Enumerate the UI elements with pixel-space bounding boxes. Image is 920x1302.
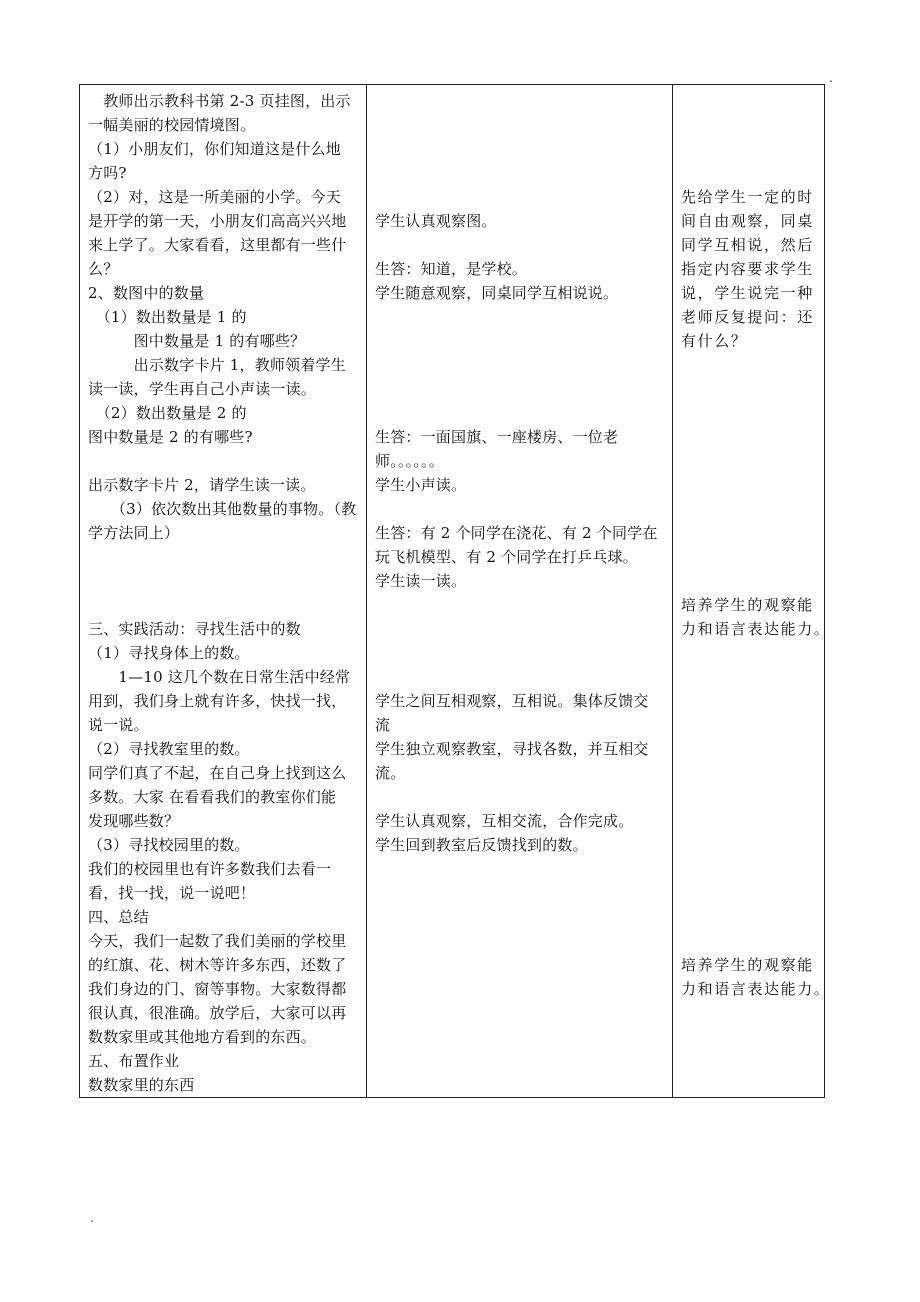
student-line: 生答：一面国旗、一座楼房、一位老 [375,428,619,446]
intent-line: 间自由观察，同桌 [681,212,814,230]
teacher-line: 图中数量是 1 的有哪些？ [88,332,306,350]
teacher-line: 今天，我们一起数了我们美丽的学校里 [88,932,347,950]
teacher-line: 来上学了。大家看看，这里都有一些什 [88,236,347,254]
teacher-line: 我们身边的门、窗等事物。大家数得都 [88,980,347,998]
teacher-line: 的红旗、花、树木等许多东西，还数了 [88,956,347,974]
student-line: 学生小声读。 [375,476,467,494]
teacher-line: 同学们真了不起，在自己身上找到这么 [88,764,347,782]
teacher-line: （3）寻找校园里的数。 [88,836,250,854]
teacher-line: 很认真，很准确。放学后，大家可以再 [88,1004,347,1022]
teacher-line: 方吗? [88,164,127,182]
intent-line: 老师反复提问：还 [681,308,814,326]
lesson-plan-table [79,84,831,1098]
teacher-line: 出示数字卡片 2，请学生读一读。 [88,476,316,494]
teacher-line: （2）对，这是一所美丽的小学。今天 [88,188,341,206]
intent-line: 力和语言表达能力。 [681,980,831,998]
teacher-line: 说一说。 [88,716,149,734]
teacher-activity-column [80,85,366,1097]
student-line: 流。 [375,764,406,782]
teacher-line: 一幅美丽的校园情境图。 [88,116,256,134]
teacher-line: （1）寻找身体上的数。 [88,644,250,662]
student-line: 流 [375,716,391,734]
student-line: 学生独立观察教室，寻找各数，并互相交 [375,740,649,758]
intent-line: 培养学生的观察能 [681,956,814,974]
teacher-line: 2、数图中的数量 [88,284,205,302]
intent-line: 力和语言表达能力。 [681,620,831,638]
teacher-line: 1—10 这几个数在日常生活中经常 [88,668,351,686]
teacher-line: 图中数量是 2 的有哪些? [88,428,253,446]
teacher-line: 多数。大家 在看看我们的教室你们能 [88,788,337,806]
intent-line: 说，学生说完一种 [681,284,814,302]
student-line: 学生之间互相观察，互相说。集体反馈交 [375,692,649,710]
student-line: 学生回到教室后反馈找到的数。 [375,836,588,854]
intent-line: 有什么？ [681,332,748,350]
teacher-line: 三、实践活动：寻找生活中的数 [88,620,301,638]
teacher-line: 五、布置作业 [88,1052,180,1070]
student-line: 师。。。。。。 [375,452,444,470]
teacher-line: 是开学的第一天，小朋友们高高兴兴地 [88,212,347,230]
teacher-line: 出示数字卡片 1，教师领着学生 [88,356,346,374]
corner-dot-mark: . [90,1211,94,1225]
student-activity-column [366,85,673,1097]
student-line: 学生读一读。 [375,572,467,590]
teacher-line: （3）依次数出其他数量的事物。（教 [88,500,357,518]
teacher-line: 学方法同上） [88,524,180,542]
teacher-line: 么？ [88,260,119,278]
intent-line: 指定内容要求学生 [681,260,814,278]
teacher-line: 数数家里的东西 [88,1076,195,1094]
teacher-line: 数数家里或其他地方看到的东西。 [88,1028,317,1046]
student-line: 学生随意观察，同桌同学互相说说。 [375,284,619,302]
teacher-line: 用到，我们身上就有许多，快找一找， [88,692,347,710]
student-line: 玩飞机模型、有 2 个同学在打乒乓球。 [375,548,638,566]
teacher-line: 看，找一找，说一说吧！ [88,884,256,902]
corner-dot-mark: . [829,71,833,85]
intent-line: 同学互相说，然后 [681,236,814,254]
teacher-line: 四、总结 [88,908,149,926]
student-line: 学生认真观察图。 [375,212,497,230]
teacher-line: 读一读，学生再自己小声读一读。 [88,380,317,398]
teacher-line: （1）小朋友们，你们知道这是什么地 [88,140,341,158]
student-line: 生答：知道，是学校。 [375,260,528,278]
student-line: 学生认真观察，互相交流，合作完成。 [375,812,634,830]
teacher-line: （2）数出数量是 2 的 [88,404,247,422]
intent-line: 先给学生一定的时 [681,188,814,206]
teacher-line: 教师出示教科书第 2-3 页挂图，出示 [88,92,351,110]
teacher-line: （2）寻找教室里的数。 [88,740,250,758]
intent-line: 培养学生的观察能 [681,596,814,614]
teacher-line: 发现哪些数？ [88,812,180,830]
student-line: 生答：有 2 个同学在浇花、有 2 个同学在 [375,524,658,542]
teacher-line: 我们的校园里也有许多数我们去看一 [88,860,332,878]
design-intent-column [672,85,831,1097]
teacher-line: （1）数出数量是 1 的 [88,308,247,326]
